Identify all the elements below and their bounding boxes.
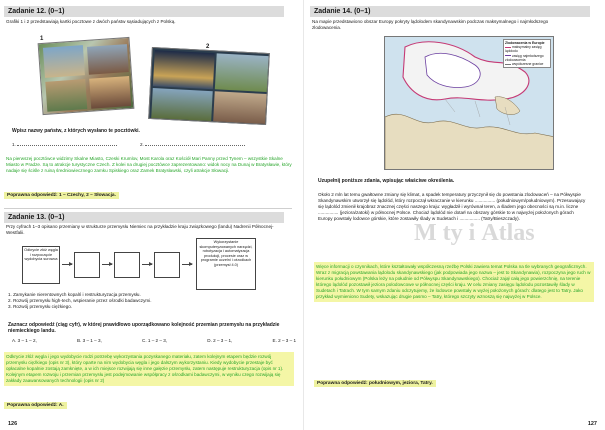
task12-blank-1[interactable]: 1.	[12, 142, 117, 148]
europe-glaciation-map	[384, 36, 554, 170]
map-legend	[503, 39, 551, 68]
task14-question: Uzupełnij poniższe zdania, wpisując właściwe określenia.	[318, 178, 455, 184]
diagram-step-box-1	[74, 252, 100, 278]
task14-intro: Na mapie przedstawiono obszar Europy pokryty lądolodem skandynawskim podczas maksymalnego i najmłodszego zlodowacenia.	[312, 19, 549, 30]
diagram-arrow-1	[62, 264, 72, 265]
postcard-1-image	[38, 37, 135, 115]
task13-explanation: Odkrycie złóż węgla i jego wydobycie rodzi potrzebę wykorzystania pozyskanego materiału, zatem kolejnym etapem będzie rozwój przemysłu ciężkiego (opis nr 3), który oparte na nim wydobycia węgla i jego dalszym wykorzystaniu. Kiedy wydobycie przestaje być opłacalne kopalnie zostają zamknięte, a w ich miejsce rozwijają się inne gałęzie przemysłu, zatem następuje restrukturyzacja (opis nr 1). Kolejnym etapem rozwoju i przemian przemysłu jest podejmowanie współpracy z ośrodkami badawczymi, w wyniku czego rozwijają się zakłady zaawansowanych technologii (opis nr 2)	[4, 352, 294, 386]
option-e[interactable]: E. 2 – 3 – 1	[272, 338, 296, 343]
legend-item-2: zasięg najmłodszego zlodowacenia	[505, 53, 544, 62]
legend-item-1: maksymalny zasięg lądolodu	[505, 45, 542, 54]
postcard-2-image	[148, 47, 270, 125]
diagram-start-box: Odkrycie złóż węgla i rozpoczęcie wydobycia surowca	[22, 246, 60, 284]
task13-items	[8, 292, 292, 310]
page-number-right: 127	[587, 421, 597, 427]
task13-options	[12, 338, 296, 344]
legend-item-3: współczesne granice	[505, 62, 549, 66]
diagram-arrow-3	[142, 264, 152, 265]
task12-explanation: Na pierwszej pocztówce widzimy Skalne Miasto, Czeski Krumlov, Most Karola oraz Kościół Mari Panny przed Tynem – wszystkie Skalne Miasto w Pradze. Są to atrakcje turystyczne Czech. Z kolei na drugiej pocztówce zaprezentowano: widok nocy na Dunaj w Bratysławie, który nadaje się ściśle z ruiną średniowiecznego zamku Spiskiego oraz Zamek Bratysławski, czyli atrakcje Słowacji.	[6, 156, 292, 173]
diagram-end-box: Wykorzystanie skomputeryzowanych narzędzi, robotyzacja i automatyzacja produkcji, procesie oraz w programie uczelni i ośrodkach (przemysł 4.0)	[196, 238, 256, 290]
task14-explanation: Więce informacji o czynnikach, które kształtowały współczesną rzeźbę Polski zawiera temat Polska na tle wybranych geograficznych. Wraz z migracją powstawania lądolodu skandynawskiego (jak podpowiada jego nazwa – jest to Skandynawia), rozpoczyna jego ruch w kierunku południowym (Polska leży na południe od Półwyspu Skandynawskiego). Chociaż zajął całą jego powierzchnię, na terenie którego lądolód pozostawił jeziora polodowcowe w północnej części kraju. W celu zmiany zasięgu lądolodu pozostawiły ślady w Sudetach i Tatrach. W tym samym zdaniu odczytujemy, że lodowce powstały w wyżej położonych górach: dlatego jest to Tatry. Jako przykład wymieniono Sudety, wskazując drugie pasmo – Tatry, którego szczyty wznoszą się najwyżej w Polsce.	[314, 262, 594, 302]
task12-question: Wpisz nazwy państw, z których wysłano te pocztówki.	[12, 128, 140, 134]
diagram-step-box-2	[114, 252, 140, 278]
task13-item-1: 1. Zamykanie nierentownych kopalń i restrukturyzacja przemysłu.	[8, 292, 141, 297]
task13-title: Zadanie 13. (0–1)	[4, 212, 284, 223]
option-b[interactable]: B. 3 – 1 – 3,	[77, 338, 102, 343]
task14-answer: Poprawna odpowiedź: południowym, jeziora, Tatry.	[314, 380, 436, 387]
left-page	[0, 0, 302, 430]
page-number-left: 126	[8, 421, 18, 427]
watermark-text: M ty i Atlas	[414, 220, 535, 246]
postcard-2-number: 2	[206, 44, 210, 50]
task13-answer: Poprawna odpowiedź: A.	[4, 402, 67, 409]
task12-answer: Poprawna odpowiedź: 1 – Czechy, 2 – Słowacja.	[4, 192, 119, 199]
option-d[interactable]: D. 2 – 3 – 1,	[207, 338, 233, 343]
legend-title: Zlodowacenia w Europie	[505, 41, 545, 45]
task12-blank-2[interactable]: 2.	[140, 142, 245, 148]
task13-item-2: 2. Rozwój przemysłu high-tech, wspieranie przez ośrodki badawczymi.	[8, 298, 152, 303]
diagram-arrow-4	[182, 264, 192, 265]
task13-question: Zaznacz odpowiedź (ciąg cyfr), w której prawidłowo uporządkowano kolejność przemian przemysłu na przykładzie niemieckiego landu.	[8, 322, 280, 334]
separator	[4, 208, 292, 209]
task12-intro: Grafiki 1 i 2 przedstawiają kartki pocztowe z dwóch państw sąsiadujących z Polską.	[6, 19, 176, 24]
diagram-step-box-3	[154, 252, 180, 278]
diagram-arrow-2	[102, 264, 112, 265]
task14-body[interactable]: Około 2 mln lat temu gwałtowne zmiany się klimat, a spadek temperatury przyczynił się do powstania zlodowaceń – na Półwyspie Skandynawskim utworzył się lądolód, który rozpoczął wkraczanie w kierunku ................ (południowym/południowym). Przesuwający się lądolód zmienił krajobraz znacznej części naszego kraju: wygładził i wyrównał teren, a śladem jego obecności są m.in. liczne ................ (jeziora/zatoki) w północnej Polsce. Chociaż lądolód nie dotarł na obszary górskie to w najwyżej położonych górach Europy powstały lodowce górskie, które zostawiły ślady w Sudetach i ................ (Tatry/Bieszczady).	[318, 192, 586, 221]
task12-title: Zadanie 12. (0–1)	[4, 6, 284, 17]
postcard-1-number: 1	[40, 36, 44, 42]
task13-intro: Przy cyfrach 1–3 opisano przemiany w strukturze przemysłu Niemiec na przykładzie kraju związkowego (landu) Nadrenii Północnej-Westfalii.	[6, 224, 274, 235]
task13-item-3: 3. Rozwój przemysłu ciężkiego.	[8, 304, 73, 309]
task14-title: Zadanie 14. (0–1)	[310, 6, 590, 17]
option-c[interactable]: C. 1 – 2 – 3,	[142, 338, 168, 343]
right-page	[303, 0, 605, 430]
option-a[interactable]: A. 3 – 1 – 2,	[12, 338, 37, 343]
